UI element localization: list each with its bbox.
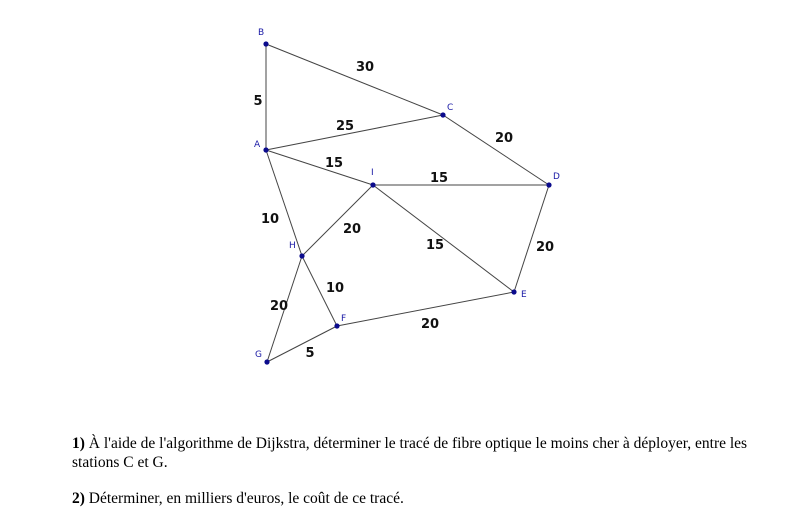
nodes: [254, 28, 560, 365]
node-e: [511, 289, 516, 294]
node-c: [440, 112, 445, 117]
question-2-number: 2): [72, 490, 85, 507]
edge-weights: [253, 60, 554, 361]
weight-d-e: 20: [535, 240, 555, 255]
weight-g-f: 5: [305, 346, 315, 361]
question-1-number: 1): [72, 435, 85, 452]
node-h: [299, 253, 304, 258]
question-2-text: Déterminer, en milliers d'euros, le coût de ce tracé.: [84, 490, 404, 507]
weight-h-f: 10: [325, 281, 345, 296]
weight-f-e: 20: [420, 317, 440, 332]
edge-i-h: [302, 185, 373, 256]
node-label-b: B: [258, 28, 265, 38]
weight-i-e: 15: [425, 238, 445, 253]
weight-a-i: 15: [324, 156, 344, 171]
edge-a-i: [266, 150, 373, 185]
node-f: [334, 323, 339, 328]
weight-b-c: 30: [355, 60, 375, 75]
node-label-e: E: [521, 290, 527, 300]
edge-a-h: [266, 150, 302, 256]
node-label-a: A: [254, 140, 261, 150]
weight-h-g: 20: [269, 299, 289, 314]
node-label-f: F: [341, 314, 347, 324]
weight-i-d: 15: [429, 171, 449, 186]
node-d: [546, 182, 551, 187]
weight-i-h: 20: [342, 222, 362, 237]
node-label-h: H: [289, 241, 296, 251]
node-label-c: C: [447, 103, 454, 113]
question-1-text: À l'aide de l'algorithme de Dijkstra, déterminer le tracé de fibre optique le moins cher à déployer, entre les stations C et G.: [72, 435, 748, 471]
edge-a-c: [266, 115, 443, 150]
questions: [72, 434, 772, 525]
node-g: [264, 359, 269, 364]
question-2: [72, 489, 772, 508]
edges: [266, 44, 549, 362]
weight-c-d: 20: [494, 131, 514, 146]
edge-d-e: [514, 185, 549, 292]
node-i: [370, 182, 375, 187]
weight-a-h: 10: [260, 212, 280, 227]
node-a: [263, 147, 268, 152]
node-label-i: I: [371, 168, 374, 178]
weight-a-c: 25: [335, 119, 355, 134]
node-label-d: D: [553, 172, 560, 182]
edge-c-d: [443, 115, 549, 185]
edge-b-c: [266, 44, 443, 115]
weight-b-a: 5: [253, 94, 263, 109]
node-label-g: G: [255, 350, 262, 360]
node-b: [263, 41, 268, 46]
question-1: [72, 434, 772, 472]
